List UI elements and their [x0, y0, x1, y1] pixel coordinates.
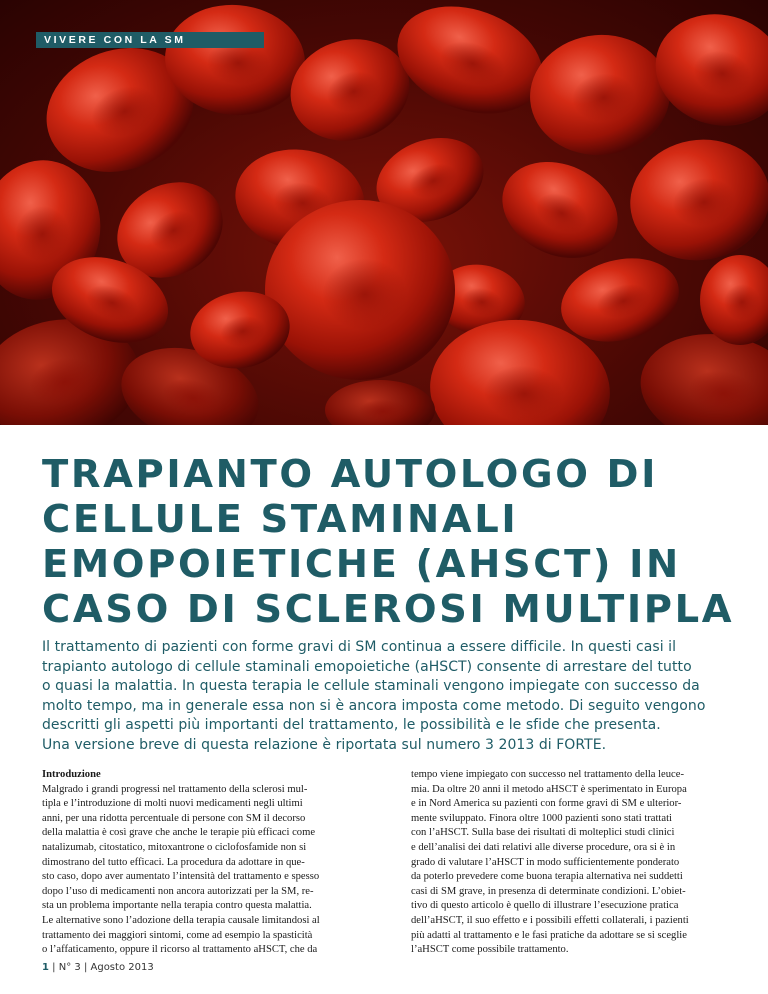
body-line: grado di valutare l’aHSCT in modo sufficientemente ponderato	[411, 856, 680, 868]
page-footer	[42, 962, 154, 973]
section-label-text: VIVERE CON LA SM	[44, 34, 186, 46]
lead-line: Una versione breve di questa relazione è riportata sul numero 3 2013 di FORTE.	[42, 736, 607, 753]
body-line: dopo l’uso di medicamenti non ancora autorizzati per la SM, re-	[42, 885, 314, 897]
title-line: EMOPOIETICHE (AHSCT) IN	[42, 542, 681, 587]
body-column-right	[411, 768, 751, 958]
body-line: con l’aHSCT. Sulla base dei risultati di molteplici studi clinici	[411, 827, 675, 839]
hero-image-red-blood-cells	[0, 0, 768, 425]
body-line: tivo di questo articolo è quello di illustrare l’esecuzione pratica	[411, 900, 679, 912]
blood-cell	[265, 200, 455, 380]
body-line: tempo viene impiegato con successo nel trattamento della leuce-	[411, 769, 684, 780]
title-line: CASO DI SCLEROSI MULTIPLA	[42, 587, 735, 632]
issue-date: Agosto 2013	[90, 962, 154, 973]
body-column-left	[42, 768, 382, 958]
body-line: da poterlo prevedere come buona terapia alternativa nei suddetti	[411, 871, 683, 883]
body-line: mia. Da oltre 20 anni il metodo aHSCT è sperimentato in Europa	[411, 783, 687, 795]
body-line: Malgrado i grandi progressi nel trattamento della sclerosi mul-	[42, 783, 308, 795]
blood-cell	[621, 129, 768, 271]
title-line: TRAPIANTO AUTOLOGO DI	[42, 452, 659, 497]
lead-line: trapianto autologo di cellule staminali emopoietiche (aHSCT) consente di arrestare del tutto	[42, 658, 692, 675]
lead-line: molto tempo, ma in generale essa non si è ancora imposta come metodo. Di seguito vengono	[42, 697, 706, 714]
body-line: più adatti al trattamento e le fasi pratiche da adottare se si sceglie	[411, 929, 687, 941]
body-line: o l’affaticamento, oppure il ricorso al trattamento aHSCT, che da	[42, 944, 318, 956]
article-title	[42, 452, 762, 632]
body-line: della malattia è così grave che anche le terapie più efficaci come	[42, 827, 316, 839]
blood-cell	[487, 144, 634, 276]
body-line: dimostrano del tutto efficaci. La procedura da adottare in que-	[42, 856, 305, 868]
title-line: CELLULE STAMINALI	[42, 497, 519, 542]
body-line: tipla e l’introduzione di molti nuovi medicamenti negli ultimi	[42, 798, 303, 810]
body-line: natalizumab, citostatico, mitoxantrone o ciclofosfamide non si	[42, 841, 307, 853]
body-line: trattamento dei maggiori sintomi, come ad esempio la spasticità	[42, 929, 313, 941]
body-line: e in Nord America su pazienti con forme gravi di SM e ulterior-	[411, 798, 682, 810]
footer-separator: |	[83, 962, 88, 973]
section-label	[36, 32, 264, 48]
footer-separator: |	[52, 962, 56, 973]
blood-cell	[525, 29, 675, 161]
lead-line: Il trattamento di pazienti con forme gravi di SM continua a essere difficile. In questi casi il	[42, 639, 677, 655]
lead-line: descritti gli aspetti più importanti del trattamento, le possibilità e le sfide che presenta.	[42, 717, 661, 734]
blood-cells-illustration	[0, 0, 768, 425]
page-number: 1	[42, 962, 49, 973]
body-line: sta un problema importante nella terapia contro questa malattia.	[42, 900, 312, 912]
lead-paragraph	[42, 638, 742, 756]
lead-line: o quasi la malattia. In questa terapia le cellule staminali vengono impiegate con successo da	[42, 678, 700, 695]
body-line: Le alternative sono l’adozione della terapia causale limitandosi al	[42, 914, 320, 926]
section-heading: Introduzione	[42, 769, 101, 780]
body-line: sto caso, dopo aver aumentato l’intensità del trattamento e spesso	[42, 871, 320, 883]
body-line: casi di SM grave, in presenza di determinate condizioni. L’obiet-	[411, 885, 686, 897]
blood-cell	[382, 0, 557, 133]
body-line: l’aHSCT come possibile trattamento.	[411, 944, 569, 956]
body-line: mente sviluppato. Finora oltre 1000 pazienti sono stati trattati	[411, 812, 672, 824]
body-line: dell’aHSCT, il suo effetto e i possibili effetti collaterali, i pazienti	[411, 914, 689, 926]
issue-number: N° 3	[58, 962, 81, 973]
blood-cell	[700, 255, 768, 345]
body-line: anni, per una ridotta percentuale di persone con SM il decorso	[42, 812, 306, 824]
body-line: e dell’analisi dei dati relativi alle diverse procedure, ora si è in	[411, 841, 676, 853]
blood-cell	[325, 380, 435, 425]
